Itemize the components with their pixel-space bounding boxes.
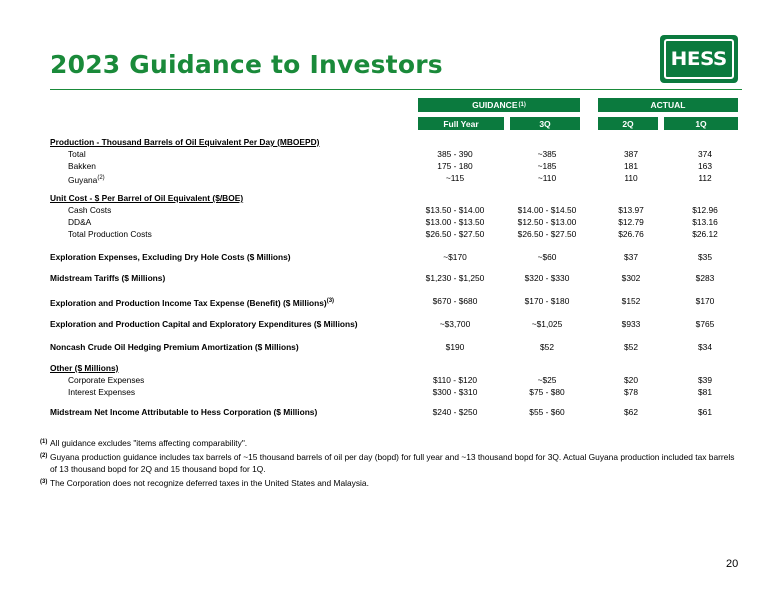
q3-value: ~110 (537, 173, 557, 183)
footnote-text: The Corporation does not recognize deferred taxes in the United States and Malaysia. (50, 478, 369, 488)
row-label: DD&A (68, 217, 92, 227)
q3-value: $320 - $330 (524, 273, 570, 283)
col-3q: 3Q (510, 117, 580, 130)
q3-value: $52 (540, 342, 554, 352)
q2-value: $12.79 (618, 217, 644, 227)
logo-text: HESS (670, 48, 728, 70)
row-label: Exploration Expenses, Excluding Dry Hole Costs ($ Millions) (50, 252, 291, 262)
row-label: Midstream Net Income Attributable to Hess Corporation ($ Millions) (50, 407, 318, 417)
q1-value: $170 (695, 296, 715, 306)
q2-value: 387 (624, 149, 638, 159)
q1-value: $35 (698, 252, 712, 262)
q2-value: $52 (624, 342, 638, 352)
q3-value: $55 - $60 (529, 407, 565, 417)
section-production-label: Production - Thousand Barrels of Oil Equivalent Per Day (MBOEPD) (50, 137, 320, 147)
q2-value: $37 (624, 252, 638, 262)
q2-value: $78 (624, 387, 638, 397)
full-year-value: $13.50 - $14.00 (425, 205, 485, 215)
full-year-value: $190 (445, 342, 465, 352)
q3-value: $14.00 - $14.50 (517, 205, 577, 215)
actual-header-label: ACTUAL (650, 100, 686, 110)
section-unit-cost-label: Unit Cost - $ Per Barrel of Oil Equivalent ($/BOE) (50, 193, 244, 203)
q3-value: $75 - $80 (529, 387, 565, 397)
col-2q: 2Q (598, 117, 658, 130)
row-label (68, 172, 105, 186)
q2-value: $62 (624, 407, 638, 417)
q1-value: 374 (698, 149, 712, 159)
actual-header (598, 98, 738, 112)
full-year-value: $300 - $310 (432, 387, 478, 397)
section-other-label: Other ($ Millions) (50, 363, 119, 373)
full-year-value: ~$170 (443, 252, 467, 262)
table-row (50, 251, 740, 263)
q1-value: $12.96 (692, 205, 718, 215)
q3-value: ~$60 (537, 252, 557, 262)
q3-value: ~385 (537, 149, 557, 159)
row-label: Total Production Costs (68, 229, 152, 239)
row-label: Bakken (68, 161, 96, 171)
table-row (50, 272, 740, 284)
footnote-ref: (2) (97, 175, 105, 181)
row-label: Exploration and Production Capital and Exploratory Expenditures ($ Millions) (50, 319, 358, 329)
footnote-ref: (3) (326, 298, 335, 304)
full-year-value: $240 - $250 (432, 407, 478, 417)
row-label: Midstream Tariffs ($ Millions) (50, 273, 166, 283)
q2-value: $152 (621, 296, 641, 306)
col-1q: 1Q (664, 117, 738, 130)
row-label: Total (68, 149, 86, 159)
q3-value: $12.50 - $13.00 (517, 217, 577, 227)
q2-value: $26.76 (618, 229, 644, 239)
footnote-number: (1) (40, 439, 48, 445)
table-row (50, 160, 740, 172)
table-row (50, 386, 740, 398)
q3-value: ~185 (537, 161, 557, 171)
q1-value: $283 (695, 273, 715, 283)
row-label: Noncash Crude Oil Hedging Premium Amortization ($ Millions) (50, 342, 299, 352)
table-row (50, 374, 740, 386)
q2-value: $933 (621, 319, 641, 329)
row-label: Interest Expenses (68, 387, 136, 397)
table-row (50, 204, 740, 216)
footnote-2 (40, 451, 740, 475)
q1-value: $13.16 (692, 217, 718, 227)
page-number: 20 (726, 558, 739, 570)
guidance-header-note: (1) (518, 102, 526, 108)
table-row (50, 228, 740, 240)
row-label-text: Exploration and Production Income Tax Expense (Benefit) ($ Millions) (50, 297, 327, 308)
q1-value: $39 (698, 375, 712, 385)
q1-value: $61 (698, 407, 712, 417)
q3-value: ~$1,025 (531, 319, 563, 329)
q1-value: $26.12 (692, 229, 718, 239)
table-row (50, 341, 740, 353)
table-row (50, 318, 740, 330)
footnote-text: All guidance excludes "items affecting comparability". (50, 438, 248, 448)
q1-value: $34 (698, 342, 712, 352)
footnote-text: Guyana production guidance includes tax barrels of ~15 thousand barrels of oil per day (bopd) for full year and ~13 thousand bopd for 3Q. Actual Guyana production included tax barrels of 13 thousand bopd for 2Q and 15 thousand bopd for 1Q. (50, 452, 735, 474)
q1-value: $765 (695, 319, 715, 329)
q1-value: 163 (698, 161, 712, 171)
row-label-text: Guyana (68, 174, 98, 185)
row-label: Cash Costs (68, 205, 112, 215)
q3-value: ~$25 (537, 375, 557, 385)
table-row (50, 406, 740, 418)
full-year-value: $670 - $680 (432, 296, 478, 306)
title-divider (50, 89, 742, 90)
q2-value: $302 (621, 273, 641, 283)
full-year-value: 385 - 390 (437, 149, 473, 159)
full-year-value: $13.00 - $13.50 (425, 217, 485, 227)
guidance-header (418, 98, 580, 112)
table-row (50, 172, 740, 184)
full-year-value: ~115 (445, 173, 465, 183)
col-full-year: Full Year (418, 117, 504, 130)
table-row (50, 192, 740, 204)
table-row (50, 216, 740, 228)
row-label (50, 295, 334, 309)
q3-value: $26.50 - $27.50 (517, 229, 577, 239)
q2-value: $20 (624, 375, 638, 385)
hess-logo (660, 35, 738, 83)
q1-value: $81 (698, 387, 712, 397)
table-row (50, 362, 740, 374)
footnote-1 (40, 437, 740, 449)
table-row (50, 148, 740, 160)
row-label: Corporate Expenses (68, 375, 145, 385)
footnote-number: (3) (40, 479, 48, 485)
full-year-value: $110 - $120 (432, 375, 478, 385)
footnote-3 (40, 477, 740, 489)
q2-value: $13.97 (618, 205, 644, 215)
table-row (50, 295, 740, 307)
guidance-header-label: GUIDANCE (472, 100, 518, 110)
table-row (50, 136, 740, 148)
q3-value: $170 - $180 (524, 296, 570, 306)
full-year-value: $1,230 - $1,250 (425, 273, 485, 283)
page-title: 2023 Guidance to Investors (50, 50, 443, 79)
full-year-value: $26.50 - $27.50 (425, 229, 485, 239)
footnote-number: (2) (40, 453, 48, 459)
q2-value: 110 (624, 173, 638, 183)
q1-value: 112 (698, 173, 712, 183)
q2-value: 181 (624, 161, 638, 171)
full-year-value: ~$3,700 (439, 319, 471, 329)
full-year-value: 175 - 180 (437, 161, 473, 171)
